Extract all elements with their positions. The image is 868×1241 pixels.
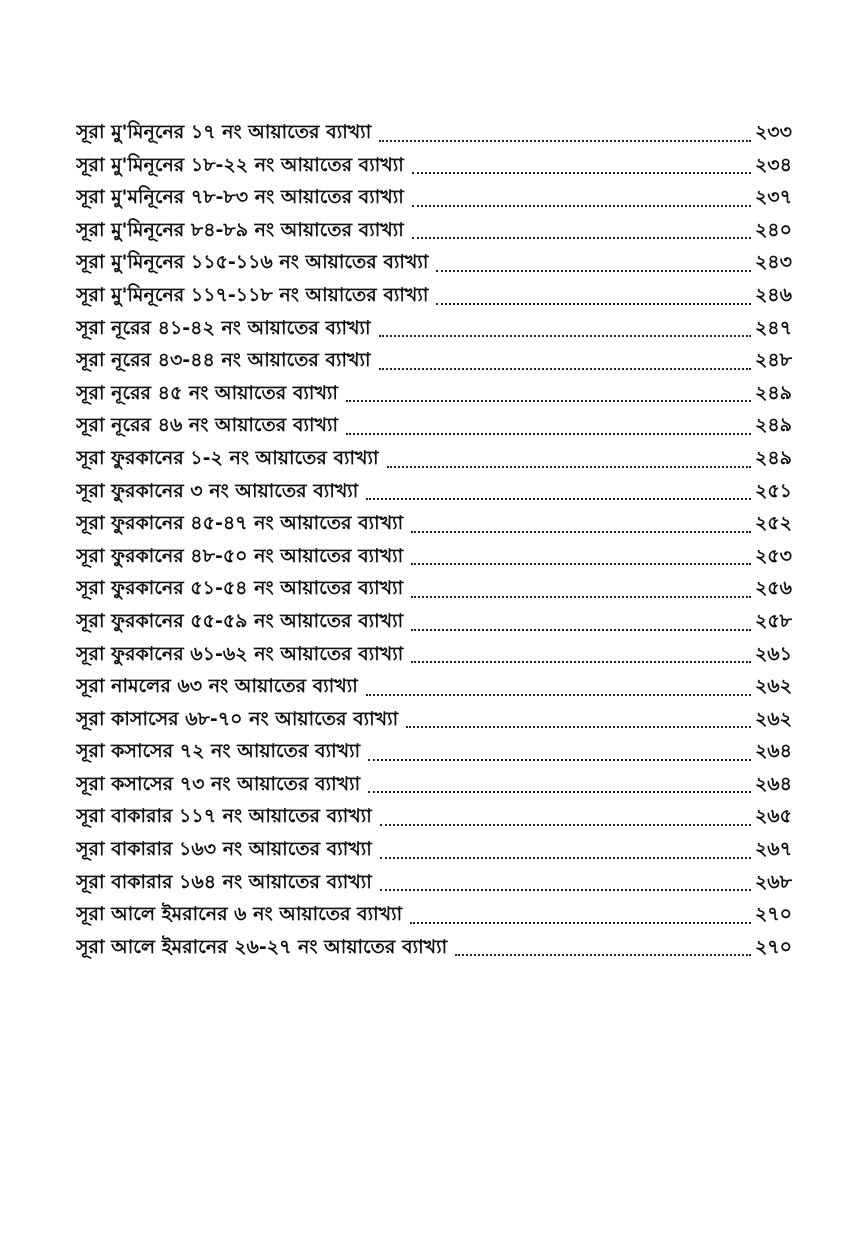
table-of-contents: [76, 116, 792, 963]
toc-entry-page: ২৪৮: [754, 349, 792, 372]
toc-entry-page: ২৭০: [754, 935, 792, 958]
toc-entry-title: সূরা নূরের ৪৫ নং আয়াতের ব্যাখ্যা: [76, 381, 338, 404]
toc-entry-title: সূরা মু'মিনূনের ১৮-২২ নং আয়াতের ব্যাখ্যা: [76, 153, 404, 176]
dot-leader: [411, 661, 751, 663]
toc-entry-page: ২৫৬: [754, 577, 792, 600]
toc-entry: [76, 540, 792, 573]
toc-entry-title: সূরা ফুরকানের ৫৫-৫৯ নং আয়াতের ব্যাখ্যা: [76, 609, 404, 632]
toc-entry: [76, 149, 792, 182]
toc-entry-title: সূরা নূরের ৪৩-৪৪ নং আয়াতের ব্যাখ্যা: [76, 349, 371, 372]
toc-entry-page: ২৬৭: [754, 838, 792, 861]
toc-entry: [76, 246, 792, 279]
toc-entry: [76, 572, 792, 605]
toc-entry-page: ২৪৯: [754, 381, 792, 404]
toc-entry: [76, 833, 792, 866]
toc-entry-page: ২৭০: [754, 903, 792, 926]
toc-entry: [76, 898, 792, 931]
toc-entry-title: সূরা কসাসের ৭৩ নং আয়াতের ব্যাখ্যা: [76, 772, 361, 795]
toc-entry-page: ২৬১: [754, 642, 792, 665]
toc-entry-title: সূরা ফুরকানের ৩ নং আয়াতের ব্যাখ্যা: [76, 479, 359, 502]
toc-entry: [76, 931, 792, 964]
toc-entry-page: ২৬৪: [754, 740, 792, 763]
toc-entry: [76, 800, 792, 833]
dot-leader: [411, 629, 751, 631]
dot-leader: [366, 694, 751, 696]
toc-entry-title: সূরা কাসাসের ৬৮-৭০ নং আয়াতের ব্যাখ্যা: [76, 707, 399, 730]
toc-entry-page: ২৫৩: [754, 544, 792, 567]
toc-entry: [76, 312, 792, 345]
toc-entry: [76, 377, 792, 410]
toc-entry: [76, 409, 792, 442]
toc-entry: [76, 605, 792, 638]
toc-entry-page: ২৬৪: [754, 772, 792, 795]
toc-entry-title: সূরা নূরের ৪১-৪২ নং আয়াতের ব্যাখ্যা: [76, 316, 371, 339]
toc-entry-title: সূরা ফুরকানের ৬১-৬২ নং আয়াতের ব্যাখ্যা: [76, 642, 404, 665]
toc-entry: [76, 507, 792, 540]
toc-entry-page: ২৪৭: [754, 316, 792, 339]
dot-leader: [346, 400, 751, 402]
toc-entry: [76, 703, 792, 736]
toc-entry-page: ২৩৪: [754, 153, 792, 176]
toc-entry-title: সূরা নামলের ৬৩ নং আয়াতের ব্যাখ্যা: [76, 675, 358, 698]
dot-leader: [411, 531, 751, 533]
toc-entry-page: ২৫৮: [754, 609, 792, 632]
toc-entry-title: সূরা মু'মিনূনের ১৭ নং আয়াতের ব্যাখ্যা: [76, 121, 372, 143]
toc-entry: [76, 475, 792, 508]
dot-leader: [410, 922, 751, 924]
dot-leader: [380, 889, 751, 891]
dot-leader: [346, 433, 751, 435]
toc-entry-title: সূরা বাকারার ১৬৩ নং আয়াতের ব্যাখ্যা: [76, 838, 372, 861]
toc-entry-page: ২৪৯: [754, 446, 792, 469]
toc-entry: [76, 866, 792, 899]
toc-entry-title: সূরা মু'মিনূনের ১১৫-১১৬ নং আয়াতের ব্যাখ্যা: [76, 251, 429, 274]
dot-leader: [366, 498, 751, 500]
toc-entry-title: সূরা আলে ইমরানের ২৬-২৭ নং আয়াতের ব্যাখ্যা: [76, 935, 448, 958]
toc-entry-title: সূরা ফুরকানের ১-২ নং আয়াতের ব্যাখ্যা: [76, 446, 379, 469]
toc-entry-title: সূরা মু'মনিূনের ৭৮-৮৩ নং আয়াতের ব্যাখ্যা: [76, 186, 404, 209]
toc-entry-page: ২৩৭: [754, 186, 792, 209]
toc-entry-page: ২৬৫: [754, 805, 792, 828]
toc-entry-page: ২৪০: [754, 218, 792, 241]
toc-entry-title: সূরা কসাসের ৭২ নং আয়াতের ব্যাখ্যা: [76, 740, 361, 763]
toc-entry: [76, 735, 792, 768]
toc-entry-title: সূরা নূরের ৪৬ নং আয়াতের ব্যাখ্যা: [76, 414, 338, 437]
toc-entry-page: ২৪৩: [754, 251, 792, 274]
toc-entry: [76, 214, 792, 247]
dot-leader: [436, 303, 751, 305]
toc-entry: [76, 768, 792, 801]
toc-entry-page: ২৬২: [754, 675, 792, 698]
dot-leader: [387, 466, 751, 468]
toc-entry-title: সূরা ফুরকানের ৪৫-৪৭ নং আয়াতের ব্যাখ্যা: [76, 512, 404, 535]
toc-entry: [76, 442, 792, 475]
toc-entry-title: সূরা বাকারার ১৬৪ নং আয়াতের ব্যাখ্যা: [76, 870, 372, 893]
dot-leader: [379, 368, 751, 370]
toc-entry-page: ২৫২: [754, 512, 792, 535]
toc-entry-page: ২৫১: [754, 479, 792, 502]
dot-leader: [368, 791, 751, 793]
dot-leader: [380, 857, 751, 859]
dot-leader: [436, 270, 751, 272]
dot-leader: [412, 237, 751, 239]
toc-entry: [76, 116, 792, 149]
dot-leader: [379, 140, 751, 142]
toc-entry-title: সূরা ফুরকানের ৪৮-৫০ নং আয়াতের ব্যাখ্যা: [76, 544, 404, 567]
toc-entry-page: ২৬২: [754, 707, 792, 730]
toc-entry-page: ২৪৯: [754, 414, 792, 437]
dot-leader: [411, 563, 751, 565]
toc-entry: [76, 344, 792, 377]
toc-entry: [76, 279, 792, 312]
toc-entry-title: সূরা আলে ইমরানের ৬ নং আয়াতের ব্যাখ্যা: [76, 903, 403, 926]
toc-entry-title: সূরা ফুরকানের ৫১-৫৪ নং আয়াতের ব্যাখ্যা: [76, 577, 404, 600]
dot-leader: [411, 596, 751, 598]
dot-leader: [368, 759, 751, 761]
dot-leader: [379, 335, 751, 337]
toc-entry-page: ২৪৬: [754, 283, 792, 306]
toc-entry-title: সূরা বাকারার ১১৭ নং আয়াতের ব্যাখ্যা: [76, 805, 372, 828]
toc-entry: [76, 670, 792, 703]
toc-entry-title: সূরা মু'মিনূনের ৮৪-৮৯ নং আয়াতের ব্যাখ্যা: [76, 218, 404, 241]
dot-leader: [412, 172, 751, 174]
toc-entry-page: ২৬৮: [754, 870, 792, 893]
dot-leader: [406, 726, 751, 728]
dot-leader: [412, 205, 751, 207]
toc-entry: [76, 181, 792, 214]
toc-entry: [76, 638, 792, 671]
toc-entry-title: সূরা মু'মিনূনের ১১৭-১১৮ নং আয়াতের ব্যাখ্যা: [76, 283, 429, 306]
dot-leader: [455, 954, 751, 956]
dot-leader: [380, 824, 751, 826]
toc-entry-page: ২৩৩: [754, 121, 792, 143]
